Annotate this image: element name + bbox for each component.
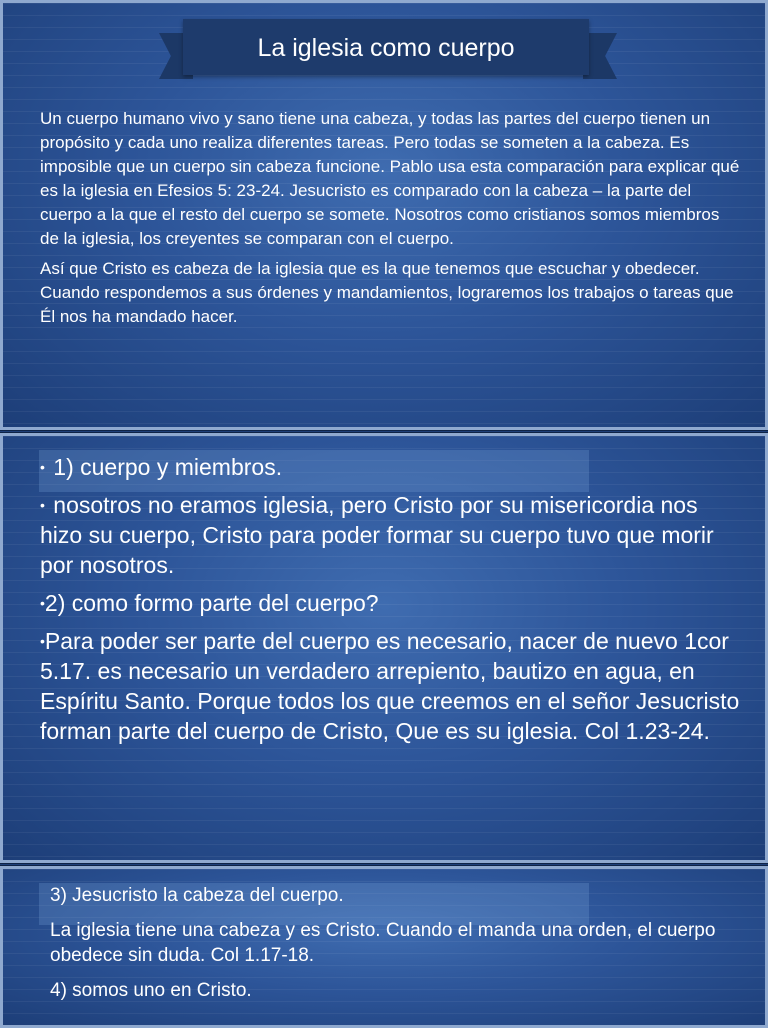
bullet-icon: •: [40, 633, 45, 649]
bullet-icon: •: [40, 595, 45, 611]
slide-2: [0, 433, 768, 863]
list-item: [40, 588, 740, 618]
list-item-text: Para poder ser parte del cuerpo es necesario, nacer de nuevo 1cor 5.17. es necesario un verdadero arrepiento, bautizo en agua, en Espíritu Santo. Porque todos los que creemos en el señor Jesucristo forman parte del cuerpo de Cristo, Que es su iglesia. Col 1.23-24.: [40, 628, 740, 744]
slide-title: La iglesia como cuerpo: [257, 34, 515, 62]
body-paragraph: Así que Cristo es cabeza de la iglesia que es la que tenemos que escuchar y obedecer. Cuando respondemos a sus órdenes y mandamientos, lograremos los trabajos o tareas que Él nos ha mandado hacer.: [40, 259, 734, 326]
slide-3-body: [50, 883, 740, 1013]
slide-1-body: [40, 107, 740, 335]
slide-3: [0, 866, 768, 1028]
bullet-icon: •: [40, 459, 45, 475]
slide-2-body: [40, 452, 740, 754]
list-item-text: nosotros no eramos iglesia, pero Cristo por su misericordia nos hizo su cuerpo, Cristo para poder formar su cuerpo tuvo que morir por nosotros.: [40, 492, 714, 578]
bullet-icon: •: [40, 497, 45, 513]
list-item: [40, 490, 740, 580]
slide-1: [0, 0, 768, 430]
body-paragraph: Un cuerpo humano vivo y sano tiene una cabeza, y todas las partes del cuerpo tienen un propósito y cada uno realiza diferentes tareas. Pero todas se someten a la cabeza. Es imposible que un cuerpo sin cabeza funcione. Pablo usa esta comparación para explicar qué es la iglesia en Efesios 5: 23-24. Jesucristo es comparado con la cabeza – la parte del cuerpo a la que el resto del cuerpo se somete. Nosotros como cristianos somos miembros de la iglesia, los creyentes se comparan con el cuerpo.: [40, 109, 740, 248]
body-paragraph: La iglesia tiene una cabeza y es Cristo. Cuando el manda una orden, el cuerpo obedece sin duda. Col 1.17-18.: [50, 920, 716, 966]
list-item: [40, 626, 740, 746]
list-item: [40, 452, 740, 482]
body-paragraph: 3) Jesucristo la cabeza del cuerpo.: [50, 885, 344, 906]
list-item-text: 1) cuerpo y miembros.: [53, 454, 283, 480]
list-item-text: 2) como formo parte del cuerpo?: [44, 590, 379, 616]
body-paragraph: 4) somos uno en Cristo.: [50, 980, 252, 1001]
